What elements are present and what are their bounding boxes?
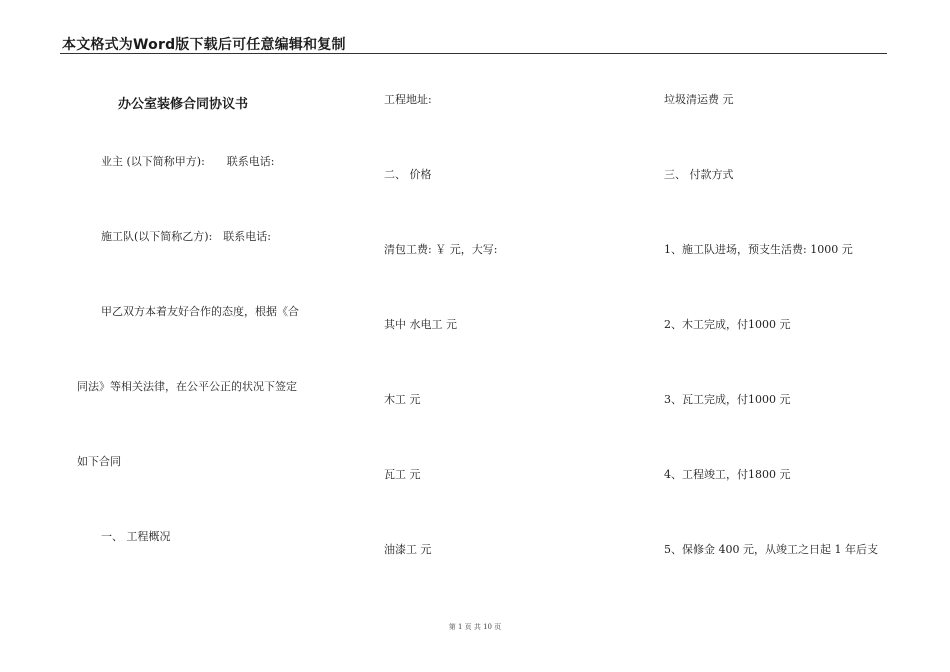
text-line: 垃圾清运费 元: [664, 93, 734, 106]
text-line: 1、施工队进场，预支生活费: 1000 元: [664, 243, 853, 256]
text-line: 其中 水电工 元: [384, 318, 457, 331]
text-line: 瓦工 元: [384, 468, 421, 481]
text-line: 甲乙双方本着友好合作的态度，根据《合: [101, 305, 299, 318]
text-line: 3、瓦工完成，付1000 元: [664, 393, 791, 406]
text-line: 业主 (以下简称甲方): 联系电话:: [101, 155, 275, 168]
page-header: 本文格式为Word版下载后可任意编辑和复制: [62, 37, 346, 53]
text-line: 4、工程竣工，付1800 元: [664, 468, 791, 481]
text-line: 工程地址:: [384, 93, 432, 106]
text-line: 木工 元: [384, 393, 421, 406]
text-line: 2、木工完成，付1000 元: [664, 318, 791, 331]
section-heading: 一、 工程概况: [101, 530, 171, 543]
text-line: 5、保修金 400 元，从竣工之日起 1 年后支: [664, 543, 878, 556]
section-heading: 三、 付款方式: [664, 168, 734, 181]
text-line: 同法》等相关法律，在公平公正的状况下签定: [77, 380, 297, 393]
text-line: 油漆工 元: [384, 543, 432, 556]
text-line: 如下合同: [77, 455, 121, 468]
section-heading: 二、 价格: [384, 168, 432, 181]
text-line: 施工队(以下简称乙方): 联系电话:: [101, 230, 271, 243]
document-title: 办公室装修合同协议书: [118, 97, 249, 112]
page-footer: 第 1 页 共 10 页: [448, 623, 502, 631]
header-divider: [60, 53, 887, 54]
text-line: 清包工费: ￥ 元，大写:: [384, 243, 498, 256]
